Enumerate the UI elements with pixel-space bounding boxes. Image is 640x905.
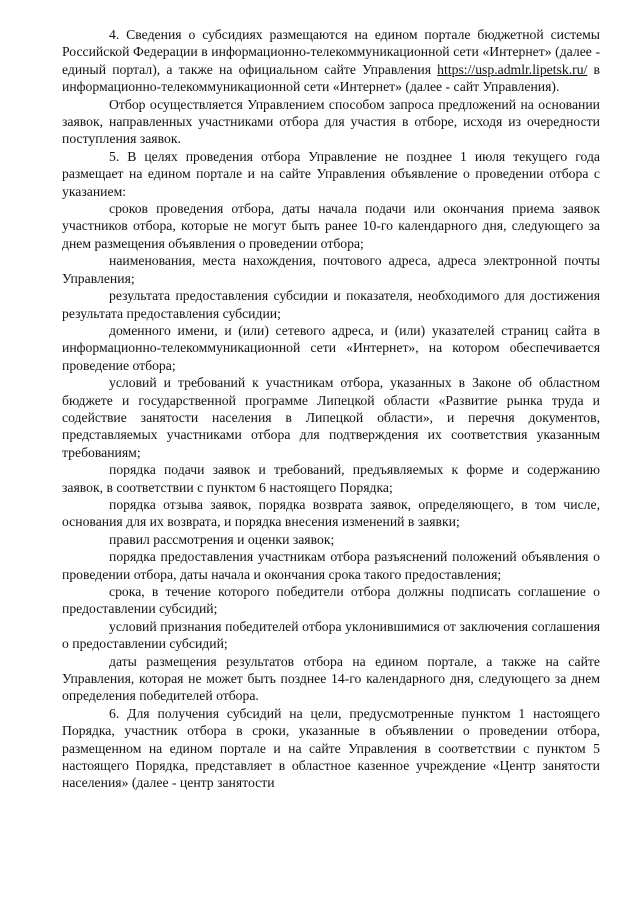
paragraph-4-text-b: в информационно-телекоммуникационной сети «Интернет» (далее - сайт Управления). [62,61,600,95]
list-item-withdrawal: порядка отзыва заявок, порядка возврата заявок, определяющего, в том числе, основания для их возврата, и порядка внесения изменений в заявки; [62,496,600,530]
list-item-clarifications: порядка предоставления участникам отбора разъяснений положений объявления о проведении отбора, даты начала и окончания срока такого предоставления; [62,549,600,582]
list-item-deadlines: сроков проведения отбора, даты начала подачи или окончания приема заявок участников отбора, которые не могут быть ранее 10-го календарного дня, следующего за днем размещения объявления о проведении отбора; [62,201,600,251]
paragraph-selection-method: Отбор осуществляется Управлением способом запроса предложений на основании заявок, направленных участниками отбора для участия в отборе, исходя из очередности поступления заявок. [62,96,600,147]
list-item-result: результата предоставления субсидии и показателя, необходимого для достижения результата предоставления субсидии; [62,288,600,321]
usp-site-link[interactable]: https://usp.admlr.lipetsk.ru/ [437,61,588,77]
list-item-domain: доменного имени, и (или) сетевого адреса, и (или) указателей страниц сайта в информационно-телекоммуникационной сети «Интернет», на котором обеспечивается проведение отбора; [62,322,600,373]
list-item-review-rules: правил рассмотрения и оценки заявок; [109,531,335,547]
list-item-evasion: условий признания победителей отбора уклонившимися от заключения соглашения о предоставлении субсидий; [62,618,600,652]
paragraph-6: 6. Для получения субсидий на цели, предусмотренные пунктом 1 настоящего Порядка, участник отбора в сроки, указанные в объявлении о проведении отбора, размещенном на едином портале и на сайте Управления в соответствии с пунктом 5 настоящего Порядка, представляет в областное казенное учреждение «Центр занятости населения» (далее - центр занятости [62,705,600,791]
paragraph-4-text-a: 4. Сведения о субсидиях размещаются на едином портале бюджетной системы Российской Федерации в информационно-телекоммуникационной сети «Интернет» (далее - единый портал), а также на официальном сайте Управления [62,27,600,77]
list-item-submission: порядка подачи заявок и требований, предъявляемых к форме и содержанию заявок, в соответствии с пунктом 6 настоящего Порядка; [62,462,600,495]
list-item-name-address: наименования, места нахождения, почтового адреса, адреса электронной почты Управления; [62,253,600,286]
list-item-requirements: условий и требований к участникам отбора, указанных в Законе об областном бюджете и государственной программе Липецкой области «Развитие рынка труда и содействие занятости населения в Липецкой области», и перечня документов, представляемых участниками отбора для подтверждения их соответствия указанным требованиям; [62,375,600,460]
paragraph-4 [62,26,600,96]
list-item-signing-period: срока, в течение которого победители отбора должны подписать соглашение о предоставлении субсидий; [62,584,600,617]
paragraph-5: 5. В целях проведения отбора Управление не позднее 1 июля текущего года размещает на едином портале и на сайте Управления объявление о проведении отбора с указанием: [62,148,600,199]
list-item-results-date: даты размещения результатов отбора на едином портале, а также на сайте Управления, которая не может быть позднее 14-го календарного дня, следующего за днем определения победителей отбора. [62,653,600,704]
